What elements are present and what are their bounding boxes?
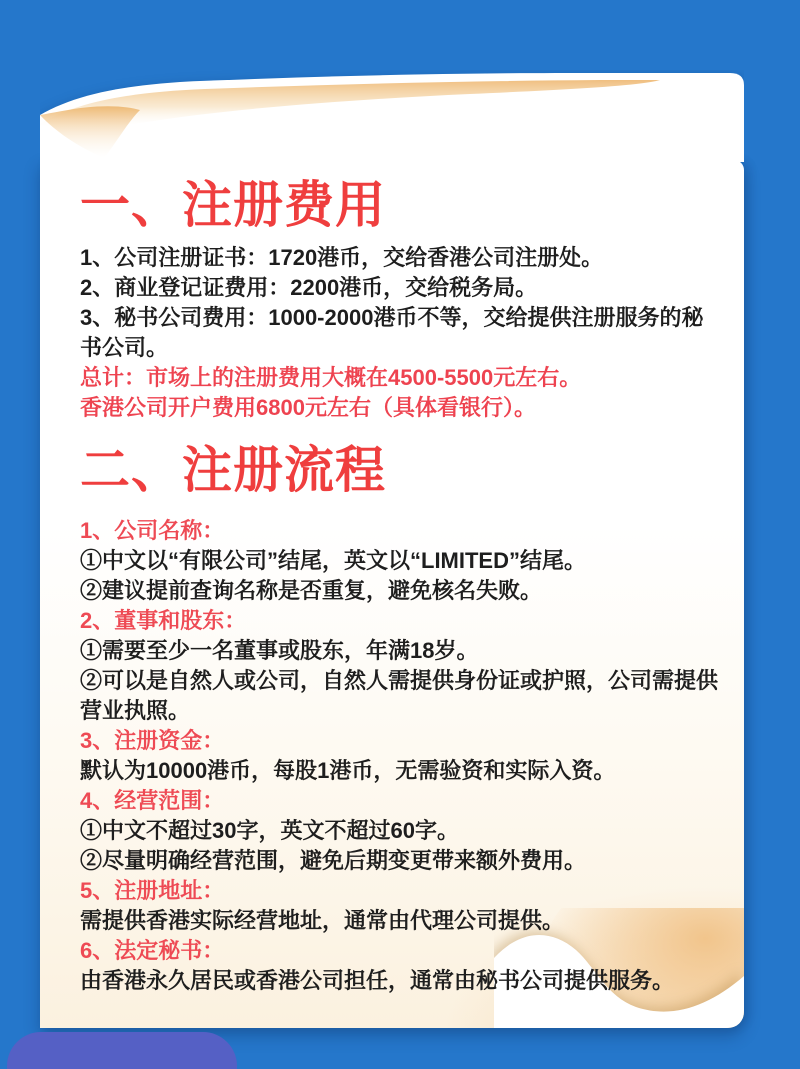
poster-card [40,160,744,1028]
step-detail: ②尽量明确经营范围，避免后期变更带来额外费用。 [80,848,587,873]
fee-item-2: 2、商业登记证费用：2200港币，交给税务局。 [80,275,538,300]
section2-body [80,516,720,996]
step-detail: ①中文不超过30字，英文不超过60字。 [80,818,459,843]
step-label-directors: 2、董事和股东： [80,608,247,633]
fee-item-3: 3、秘书公司费用：1000-2000港币不等，交给提供注册服务的秘书公司。 [80,305,704,360]
section1-body [80,243,720,423]
step-detail: ②建议提前查询名称是否重复，避免核名失败。 [80,578,543,603]
step-detail: 由香港永久居民或香港公司担任，通常由秘书公司提供服务。 [80,968,675,993]
fee-item-1: 1、公司注册证书：1720港币，交给香港公司注册处。 [80,245,604,270]
step-detail: ①需要至少一名董事或股东，年满18岁。 [80,638,479,663]
step-detail: 默认为10000港币，每股1港币，无需验资和实际入资。 [80,758,616,783]
step-detail: 需提供香港实际经营地址，通常由代理公司提供。 [80,908,565,933]
step-label-address: 5、注册地址： [80,878,225,903]
step-detail: ①中文以“有限公司”结尾，英文以“LIMITED”结尾。 [80,548,586,573]
step-label-secretary: 6、法定秘书： [80,938,225,963]
poster-content [40,160,744,996]
fee-bank-highlight: 香港公司开户费用6800元左右（具体看银行）。 [80,395,536,420]
step-label-capital: 3、注册资金： [80,728,225,753]
page-curl-top-decoration [40,70,744,162]
section2-heading: 二、注册流程 [80,442,386,498]
fee-total-highlight: 总计：市场上的注册费用大概在4500-5500元左右。 [80,365,582,390]
step-label-company-name: 1、公司名称： [80,518,225,543]
section1-heading: 一、注册费用 [80,177,386,233]
purple-pill-decoration [7,1032,237,1069]
step-label-business-scope: 4、经营范围： [80,788,225,813]
step-detail: ②可以是自然人或公司，自然人需提供身份证或护照，公司需提供营业执照。 [80,668,719,723]
